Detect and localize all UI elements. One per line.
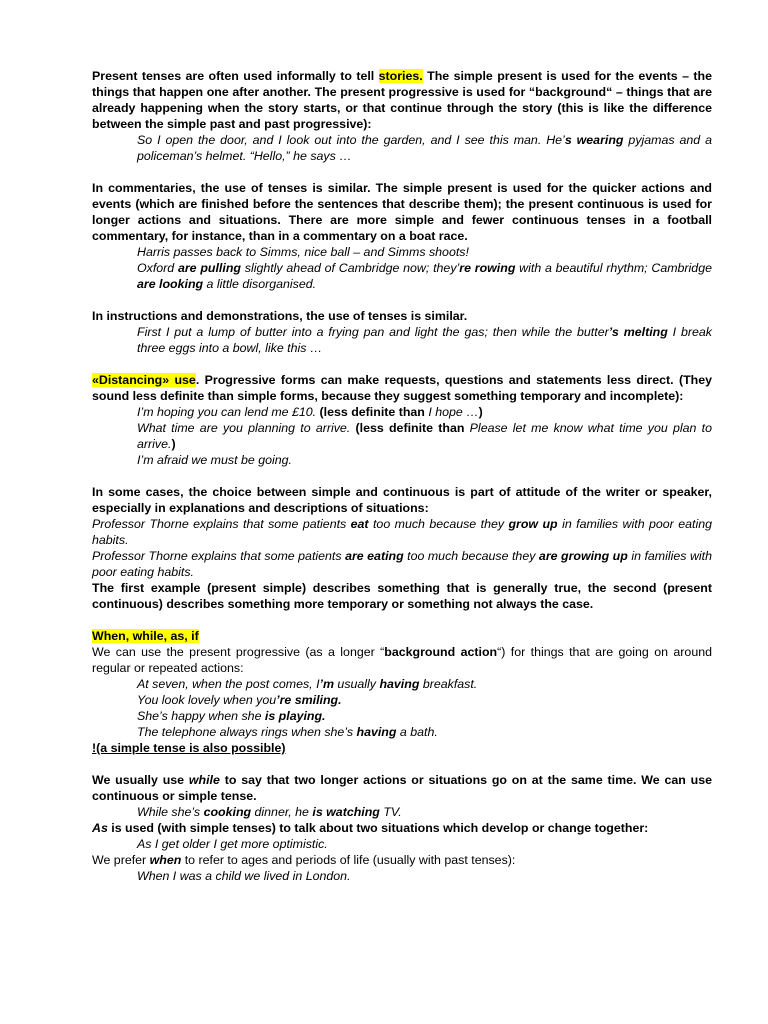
text-run: with a beautiful rhythm; Cambridge xyxy=(515,261,712,275)
paragraph xyxy=(92,484,712,516)
paragraph xyxy=(92,180,712,244)
text-run: As xyxy=(92,821,108,835)
text-run: So I open the door, and I look out into the garden, and I see this man. He’ xyxy=(137,133,565,147)
example-line xyxy=(92,836,712,852)
paragraph-gap xyxy=(92,292,712,308)
text-run: Professor Thorne explains that some patients xyxy=(92,549,346,563)
example-line xyxy=(92,724,712,740)
paragraph xyxy=(92,772,712,804)
text-run: In instructions and demonstrations, the use of tenses is similar. xyxy=(92,309,468,323)
text-run: having xyxy=(379,677,420,691)
paragraph xyxy=(92,580,712,612)
text-run: usually xyxy=(333,677,380,691)
text-run: Present tenses are often used informally to tell xyxy=(92,69,379,83)
text-run: The telephone always rings when she’s xyxy=(137,725,357,739)
text-run: when xyxy=(149,853,182,867)
paragraph xyxy=(92,740,712,756)
text-run: First I put a lump of butter into a frying pan and light the gas; then while the butter xyxy=(137,325,609,339)
text-run: too much because they xyxy=(368,517,509,531)
text-run: pyjamas and a policeman’s helmet. “Hello,” he says … xyxy=(137,133,713,163)
text-run: I’m hoping you can lend me £10. xyxy=(137,405,317,419)
paragraph-gap xyxy=(92,164,712,180)
text-run: When, while, as, if xyxy=(92,629,199,643)
text-run: dinner, he xyxy=(251,805,313,819)
text-run: (less definite than xyxy=(350,421,470,435)
text-run: In commentaries, the use of tenses is similar. The simple present is used for the quicker actions and events (which are finished before the sentences that describe them); the present continuous is used for longer actions and situations. There are more simple and fewer continuous tenses in a football commentary, for instance, than in a commentary on a boat race. xyxy=(92,181,712,243)
text-run: stories. xyxy=(378,69,423,83)
example-line xyxy=(92,244,712,260)
text-run: We prefer xyxy=(92,853,150,867)
text-run: !(a simple tense is also possible) xyxy=(92,741,286,755)
paragraph xyxy=(92,548,712,580)
text-run: You look lovely when you xyxy=(137,693,277,707)
text-run: TV. xyxy=(379,805,402,819)
text-run: a little disorganised. xyxy=(203,277,317,291)
text-run: background action xyxy=(384,645,498,659)
text-run: I’m afraid we must be going. xyxy=(137,453,292,467)
text-run: Please let me know what time you plan to arrive. xyxy=(137,421,713,451)
text-run: re rowing xyxy=(459,261,516,275)
text-run: ) xyxy=(171,437,176,451)
text-run: When I was a child we lived in London. xyxy=(137,869,351,883)
text-run: As I get older I get more optimistic. xyxy=(137,837,328,851)
text-run: in families with poor eating habits. xyxy=(92,549,712,579)
text-run: The first example (present simple) describes something that is generally true, the second (present continuous) describes something more temporary or something not always the case. xyxy=(92,581,712,611)
text-run: While she’s xyxy=(137,805,204,819)
paragraph xyxy=(92,68,712,132)
example-line xyxy=(92,708,712,724)
text-run: is playing. xyxy=(264,709,326,723)
text-run: background xyxy=(535,85,607,99)
text-run: I break three eggs into a bowl, like this … xyxy=(137,325,713,355)
text-run: s wearing xyxy=(564,133,624,147)
paragraph xyxy=(92,820,712,836)
text-run: in families with poor eating habits. xyxy=(92,517,712,547)
text-run: ’s melting xyxy=(608,325,668,339)
text-run: grow up xyxy=(508,517,558,531)
text-run: (less definite than xyxy=(316,405,429,419)
example-line xyxy=(92,420,712,452)
text-run: We can use the present progressive (as a longer “ xyxy=(92,645,385,659)
text-run: In some cases, the choice between simple and continuous is part of attitude of the writer or speaker, especially in explanations and descriptions of situations: xyxy=(92,485,712,515)
example-line xyxy=(92,404,712,420)
paragraph xyxy=(92,372,712,404)
paragraph xyxy=(92,644,712,676)
example-line xyxy=(92,804,712,820)
text-run: too much because they xyxy=(403,549,539,563)
text-run: I hope … xyxy=(428,405,479,419)
example-line xyxy=(92,676,712,692)
text-run: are growing up xyxy=(538,549,628,563)
text-run: eat xyxy=(350,517,369,531)
text-run: having xyxy=(356,725,397,739)
text-run: is watching xyxy=(312,805,380,819)
paragraph-gap xyxy=(92,468,712,484)
text-run: Professor Thorne explains that some patients xyxy=(92,517,351,531)
text-run: while xyxy=(188,773,220,787)
example-line xyxy=(92,324,712,356)
paragraph-gap xyxy=(92,756,712,772)
paragraph xyxy=(92,852,712,868)
text-run: are eating xyxy=(345,549,404,563)
document-page xyxy=(92,68,712,884)
text-run: . Progressive forms can make requests, questions and statements less direct. (They sound less definite than simple forms, because they suggest something temporary and incomplete): xyxy=(92,373,712,403)
text-run: are looking xyxy=(137,277,204,291)
text-run: to refer to ages and periods of life (usually with past tenses): xyxy=(181,853,516,867)
text-run: The simple present is used for the events – the things that happen one after another. The present progressive is used for “ xyxy=(92,69,712,99)
text-run: are pulling xyxy=(177,261,241,275)
text-run: ) xyxy=(478,405,483,419)
text-run: “) for things that are going on around regular or repeated actions: xyxy=(92,645,712,675)
text-run: ’m xyxy=(319,677,334,691)
text-run: a bath. xyxy=(396,725,438,739)
text-run: We usually use xyxy=(92,773,189,787)
example-line xyxy=(92,260,712,292)
text-run: is used (with simple tenses) to talk about two situations which develop or change together: xyxy=(107,821,649,835)
text-run: ’re smiling. xyxy=(276,693,342,707)
paragraph-gap xyxy=(92,356,712,372)
text-run: slightly ahead of Cambridge now; they’ xyxy=(240,261,460,275)
example-line xyxy=(92,452,712,468)
text-run: She’s happy when she xyxy=(137,709,265,723)
text-run: breakfast. xyxy=(419,677,478,691)
text-run: to say that two longer actions or situations go on at the same time. We can use continuous or simple tense. xyxy=(92,773,712,803)
text-run: At seven, when the post comes, I xyxy=(137,677,320,691)
example-line xyxy=(92,132,712,164)
text-run: “ – things that are already happening when the story starts, or that continue through the story (this is like the difference between the simple past and past progressive): xyxy=(92,85,713,131)
paragraph xyxy=(92,308,712,324)
paragraph-gap xyxy=(92,612,712,628)
text-run: «Distancing» use xyxy=(92,373,196,387)
text-run: What time are you planning to arrive. xyxy=(137,421,351,435)
example-line xyxy=(92,692,712,708)
example-line xyxy=(92,868,712,884)
paragraph xyxy=(92,516,712,548)
text-run: cooking xyxy=(203,805,252,819)
paragraph xyxy=(92,628,712,644)
text-run: Harris passes back to Simms, nice ball – and Simms shoots! xyxy=(137,245,469,259)
text-run: Oxford xyxy=(137,261,178,275)
